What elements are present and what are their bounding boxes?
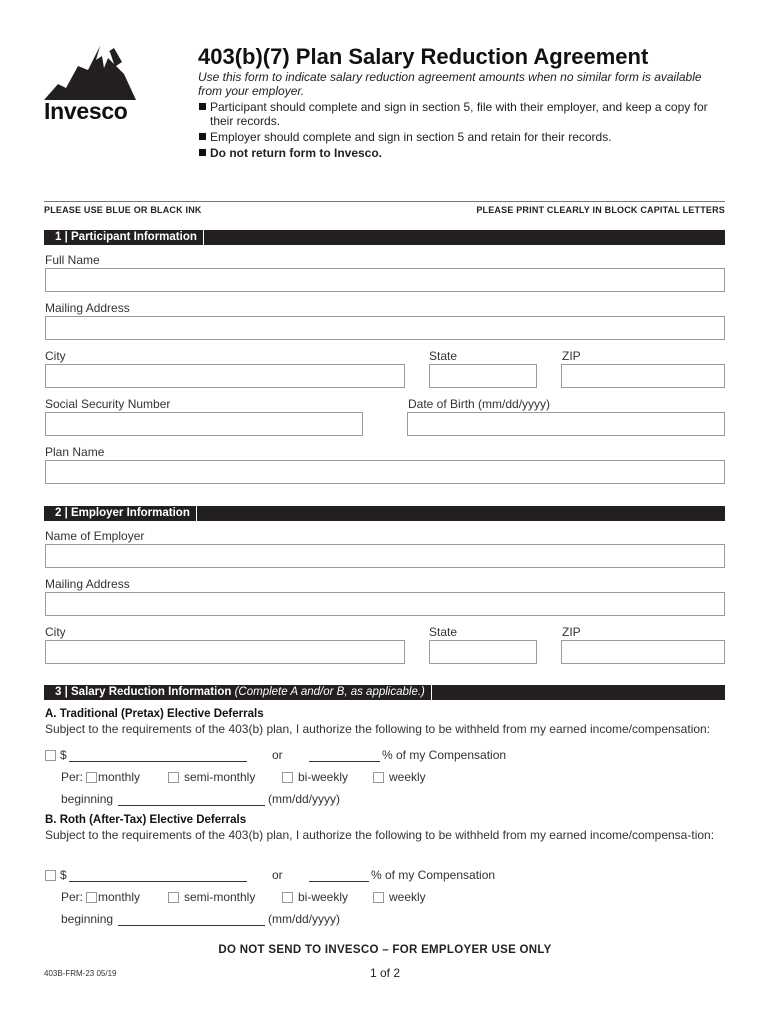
section-3-heading: 3 | Salary Reduction Information — [55, 686, 232, 698]
dob-label: Date of Birth (mm/dd/yyyy) — [408, 397, 551, 411]
roth-bi-weekly-label: bi-weekly — [298, 890, 349, 904]
pretax-per-label: Per: — [61, 770, 84, 784]
pretax-bi-weekly-label: bi-weekly — [298, 770, 349, 784]
plan-name-field[interactable] — [45, 460, 725, 484]
roth-monthly-checkbox[interactable] — [86, 892, 97, 903]
pretax-date-format: (mm/dd/yyyy) — [268, 792, 340, 806]
roth-semi-monthly-checkbox[interactable] — [168, 892, 179, 903]
pretax-bi-weekly-checkbox[interactable] — [282, 772, 293, 783]
mailing-address-label: Mailing Address — [45, 301, 130, 315]
roth-dollar-sign: $ — [60, 868, 67, 882]
page-number: 1 of 2 — [369, 966, 401, 980]
roth-monthly-label: monthly — [98, 890, 141, 904]
bullet-participant: Participant should complete and sign in section 5, file with their employer, and keep a copy for their records. — [198, 100, 728, 128]
city-field[interactable] — [45, 364, 405, 388]
full-name-field[interactable] — [45, 268, 725, 292]
pretax-monthly-label: monthly — [98, 770, 141, 784]
pretax-or: or — [272, 748, 283, 762]
pretax-monthly-checkbox[interactable] — [86, 772, 97, 783]
pretax-weekly-checkbox[interactable] — [373, 772, 384, 783]
section-a-title: A. Traditional (Pretax) Elective Deferrals — [45, 708, 264, 720]
ssn-label: Social Security Number — [45, 397, 171, 411]
pretax-semi-monthly-label: semi-monthly — [184, 770, 256, 784]
mountain-peak-logo-icon — [44, 44, 136, 100]
employer-city-label: City — [45, 625, 66, 639]
roth-beginning-label: beginning — [61, 912, 114, 926]
pretax-percent-label: % of my Compensation — [382, 748, 507, 762]
roth-weekly-label: weekly — [389, 890, 426, 904]
employer-city-field[interactable] — [45, 640, 405, 664]
section-1-bar — [44, 230, 725, 245]
section-1-heading: 1 | Participant Information — [44, 230, 204, 245]
zip-field[interactable] — [561, 364, 725, 388]
roth-beginning-date-line[interactable] — [118, 911, 265, 926]
pretax-weekly-label: weekly — [389, 770, 426, 784]
intro-block — [198, 70, 728, 160]
employer-zip-label: ZIP — [562, 625, 581, 639]
roth-select-checkbox[interactable] — [45, 870, 56, 881]
employer-state-field[interactable] — [429, 640, 537, 664]
section-b-text: Subject to the requirements of the 403(b) plan, I authorize the following to be withheld from my earned income/compensa-tion: — [45, 828, 715, 842]
pretax-beginning-label: beginning — [61, 792, 114, 806]
full-name-label: Full Name — [45, 253, 100, 267]
section-3-heading-note: (Complete A and/or B, as applicable.) — [234, 686, 425, 698]
roth-dollar-amount-line[interactable] — [69, 867, 247, 882]
employer-mailing-address-field[interactable] — [45, 592, 725, 616]
roth-weekly-checkbox[interactable] — [373, 892, 384, 903]
employer-use-note: DO NOT SEND TO INVESCO – FOR EMPLOYER USE ONLY — [218, 944, 552, 956]
state-label: State — [429, 349, 458, 363]
pretax-dollar-amount-line[interactable] — [69, 747, 247, 762]
bullet-do-not-return: Do not return form to Invesco. — [198, 146, 728, 160]
state-field[interactable] — [429, 364, 537, 388]
roth-percent-line[interactable] — [309, 867, 369, 882]
zip-label: ZIP — [562, 349, 581, 363]
section-3-heading-tab — [44, 685, 432, 700]
pretax-semi-monthly-checkbox[interactable] — [168, 772, 179, 783]
pretax-dollar-sign: $ — [60, 748, 67, 762]
roth-percent-label: % of my Compensation — [371, 868, 496, 882]
pretax-percent-line[interactable] — [309, 747, 380, 762]
employer-zip-field[interactable] — [561, 640, 725, 664]
mailing-address-field[interactable] — [45, 316, 725, 340]
brand-name: Invesco — [44, 98, 128, 124]
ink-note: PLEASE USE BLUE OR BLACK INK — [44, 205, 202, 215]
roth-or: or — [272, 868, 283, 882]
roth-bi-weekly-checkbox[interactable] — [282, 892, 293, 903]
pretax-beginning-date-line[interactable] — [118, 791, 265, 806]
section-2-bar — [44, 506, 725, 521]
section-3-bar — [44, 685, 725, 700]
plan-name-label: Plan Name — [45, 445, 105, 459]
page-title: 403(b)(7) Plan Salary Reduction Agreement — [198, 44, 649, 69]
print-note: PLEASE PRINT CLEARLY IN BLOCK CAPITAL LETTERS — [476, 205, 725, 215]
pretax-select-checkbox[interactable] — [45, 750, 56, 761]
section-a-text: Subject to the requirements of the 403(b) plan, I authorize the following to be withheld from my earned income/compensation: — [45, 722, 711, 736]
form-number: 403B-FRM-23 05/19 — [44, 969, 117, 978]
employer-state-label: State — [429, 625, 458, 639]
header-divider — [44, 201, 725, 202]
city-label: City — [45, 349, 66, 363]
roth-semi-monthly-label: semi-monthly — [184, 890, 256, 904]
form-description: Use this form to indicate salary reduction agreement amounts when no similar form is available from your employer. — [198, 70, 702, 98]
employer-name-label: Name of Employer — [45, 529, 145, 543]
roth-date-format: (mm/dd/yyyy) — [268, 912, 340, 926]
ssn-field[interactable] — [45, 412, 363, 436]
roth-per-label: Per: — [61, 890, 84, 904]
section-2-heading: 2 | Employer Information — [44, 506, 197, 521]
bullet-employer: Employer should complete and sign in section 5 and retain for their records. — [198, 130, 728, 144]
employer-name-field[interactable] — [45, 544, 725, 568]
section-b-title: B. Roth (After-Tax) Elective Deferrals — [45, 814, 247, 826]
dob-field[interactable] — [407, 412, 725, 436]
employer-mailing-address-label: Mailing Address — [45, 577, 130, 591]
